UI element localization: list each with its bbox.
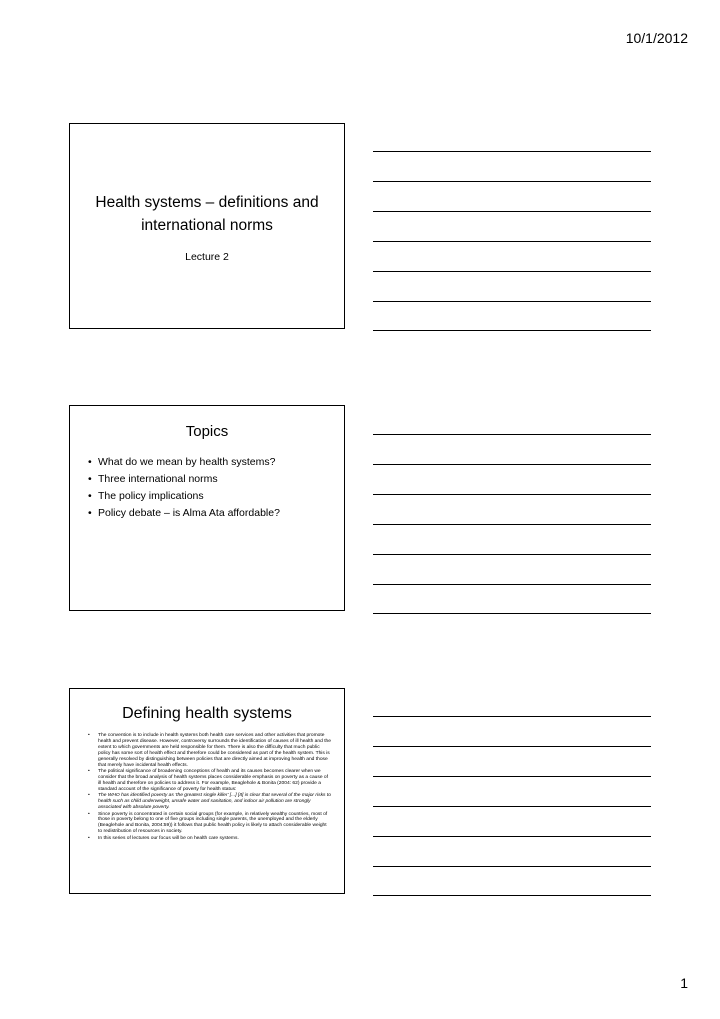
bullet-item: • The convention is to include in health systems both health care services and other activities that promote health and prevent disease. However, controversy surrounds the identification of causes of ill health and the extent to which governments are held responsible for them. There is also the difficulty that much public policy has some sort of health effect and therefore could be considered as part of the health system. This is generally resolved by distinguishing between policies that are directly aimed at improving health and those that merely have incidental health effects. <box>88 733 332 768</box>
note-line <box>373 776 651 777</box>
note-line <box>373 554 651 555</box>
slide-3-title: Defining health systems <box>122 705 292 722</box>
note-line <box>373 330 651 331</box>
bullet-item: • Policy debate – is Alma Ata affordable? <box>88 505 344 522</box>
bullet-item: • In this series of lectures our focus will be on health care systems. <box>88 836 332 842</box>
note-line <box>373 613 651 614</box>
note-line <box>373 836 651 837</box>
bullet-item: • Three international norms <box>88 471 344 488</box>
note-line <box>373 181 651 182</box>
slide-1 <box>69 123 345 329</box>
page-number: 1 <box>680 975 688 991</box>
note-line <box>373 746 651 747</box>
bullet-item: • The WHO has identified poverty as 'the greatest single killer' [...] [It] is clear that several of the major risks to health such as child underweight, unsafe water and sanitation, and indoor air pollution are strongly associated with absolute poverty. <box>88 793 332 811</box>
note-line <box>373 271 651 272</box>
slide-1-title: Health systems – definitions and international norms <box>95 194 319 234</box>
note-line <box>373 151 651 152</box>
slide-2-bullet-list <box>70 454 344 522</box>
slide-1-subtitle: Lecture 2 <box>185 251 229 263</box>
slide-3-bullet-list <box>70 733 344 842</box>
bullet-item: • The policy implications <box>88 488 344 505</box>
note-line <box>373 434 651 435</box>
note-line <box>373 716 651 717</box>
note-line <box>373 494 651 495</box>
note-line <box>373 806 651 807</box>
note-line <box>373 241 651 242</box>
note-line <box>373 464 651 465</box>
slide-2-title: Topics <box>185 423 229 440</box>
note-line <box>373 211 651 212</box>
header-date: 10/1/2012 <box>625 30 688 46</box>
bullet-item: • The political significance of broadening conceptions of health and its causes becomes clearer when we consider that the broad analysis of health systems places considerable emphasis on poverty as a cause of ill health and therefore on policies to address it. For example, Beaglehole & Bonita (2004: 62) provide a standard account of the significance of poverty for health status: <box>88 769 332 793</box>
note-line <box>373 524 651 525</box>
slide-2 <box>69 405 345 611</box>
note-line <box>373 301 651 302</box>
bullet-item: • Since poverty is concentrated in certain social groups (for example, in relatively wealthy countries, most of those in poverty belong to one of five groups including single parents, the unemployed and the elderly (Beaglehole and Bonita, 2004:59)) it follows that public health policy is likely to attach considerable weight to redistribution of resources in society. <box>88 812 332 836</box>
note-line <box>373 866 651 867</box>
slide-3 <box>69 688 345 894</box>
note-line <box>373 584 651 585</box>
note-line <box>373 895 651 896</box>
bullet-item: • What do we mean by health systems? <box>88 454 344 471</box>
